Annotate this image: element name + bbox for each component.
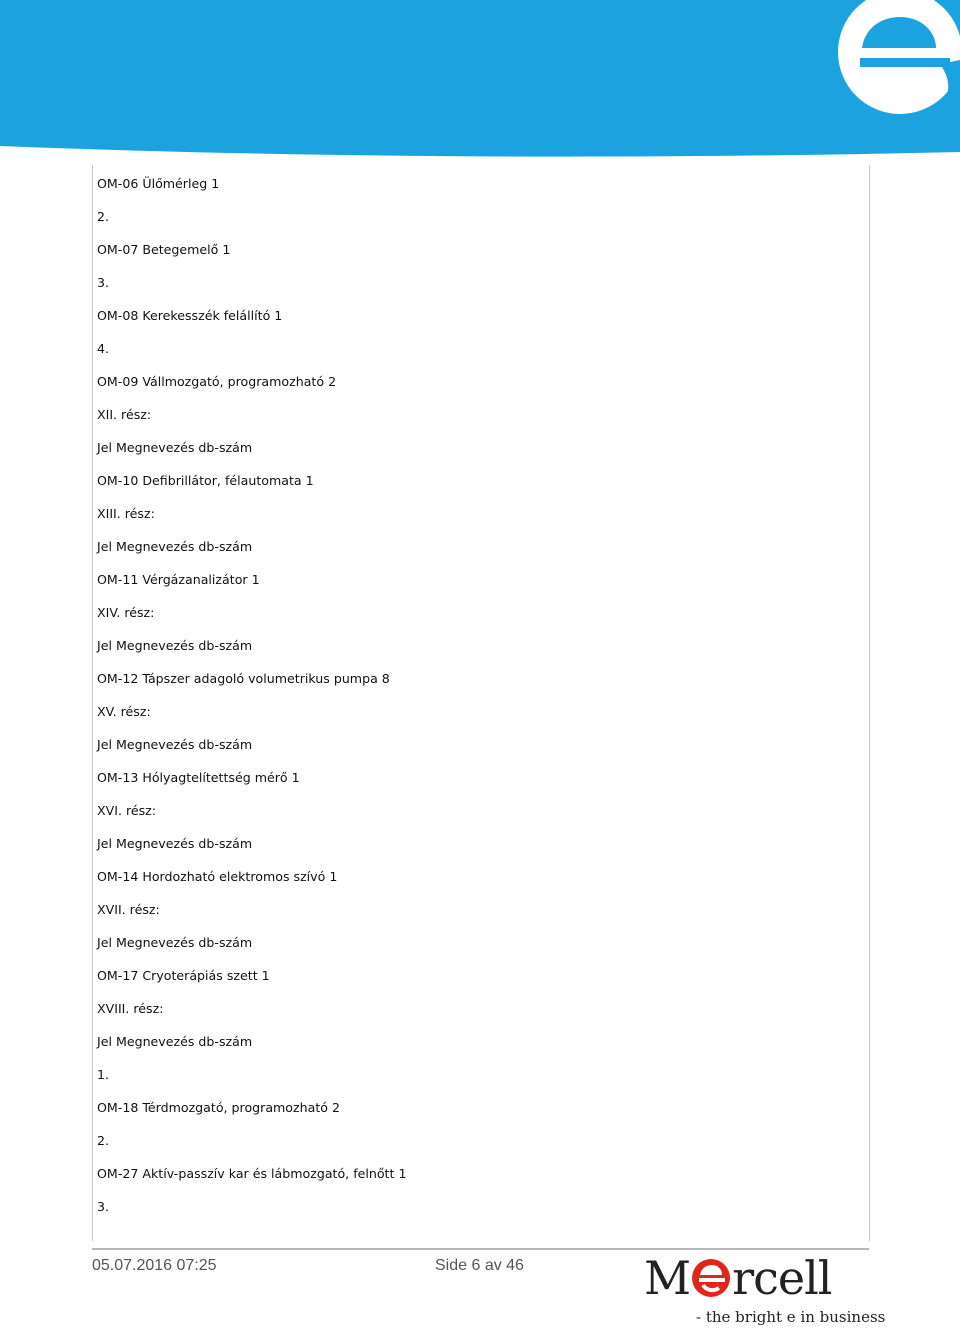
document-line: 4. — [97, 341, 110, 356]
document-line: XIII. rész: — [97, 506, 155, 521]
document-line: OM-13 Hólyagtelítettség mérő 1 — [97, 770, 300, 785]
document-line: 1. — [97, 1067, 110, 1082]
document-line: XVI. rész: — [97, 803, 157, 818]
footer-page-number: Side 6 av 46 — [435, 1257, 524, 1274]
document-line: OM-12 Tápszer adagoló volumetrikus pumpa 8 — [97, 671, 390, 686]
logo-word-start: M — [644, 1251, 691, 1305]
document-line: Jel Megnevezés db-szám — [97, 539, 253, 554]
footer-rule — [92, 1248, 869, 1250]
document-line: 3. — [97, 1199, 110, 1214]
document-line: XVIII. rész: — [97, 1001, 164, 1016]
document-lines — [97, 175, 406, 1231]
document-line: Jel Megnevezés db-szám — [97, 935, 253, 950]
document-line: Jel Megnevezés db-szám — [97, 638, 253, 653]
document-line: 3. — [97, 275, 110, 290]
document-line: OM-08 Kerekesszék felállító 1 — [97, 308, 283, 323]
logo-tagline: - the bright e in business — [696, 1308, 886, 1326]
header-background — [0, 0, 960, 160]
logo-e-icon — [691, 1258, 731, 1298]
logo-word-end: rcell — [732, 1251, 832, 1305]
document-line: OM-18 Térdmozgató, programozható 2 — [97, 1100, 340, 1115]
document-line: XIV. rész: — [97, 605, 155, 620]
document-line: OM-11 Vérgázanalizátor 1 — [97, 572, 260, 587]
document-line: OM-27 Aktív-passzív kar és lábmozgató, felnőtt 1 — [97, 1166, 407, 1181]
document-line: XV. rész: — [97, 704, 151, 719]
footer-date: 05.07.2016 07:25 — [92, 1257, 217, 1274]
document-line: OM-06 Ülőmérleg 1 — [97, 176, 220, 191]
document-line: OM-07 Betegemelő 1 — [97, 242, 231, 257]
header-band — [0, 0, 960, 160]
document-line: Jel Megnevezés db-szám — [97, 440, 253, 455]
document-line: OM-17 Cryoterápiás szett 1 — [97, 968, 270, 983]
document-line: Jel Megnevezés db-szám — [97, 836, 253, 851]
document-line: Jel Megnevezés db-szám — [97, 1034, 253, 1049]
company-logo — [644, 1251, 886, 1326]
document-line: 2. — [97, 1133, 110, 1148]
document-line: XVII. rész: — [97, 902, 160, 917]
document-line: OM-10 Defibrillátor, félautomata 1 — [97, 473, 314, 488]
document-line: OM-09 Vállmozgató, programozható 2 — [97, 374, 337, 389]
document-line: OM-14 Hordozható elektromos szívó 1 — [97, 869, 338, 884]
document-line: Jel Megnevezés db-szám — [97, 737, 253, 752]
document-line: XII. rész: — [97, 407, 152, 422]
logo-wordmark — [644, 1252, 832, 1304]
document-line: 2. — [97, 209, 110, 224]
